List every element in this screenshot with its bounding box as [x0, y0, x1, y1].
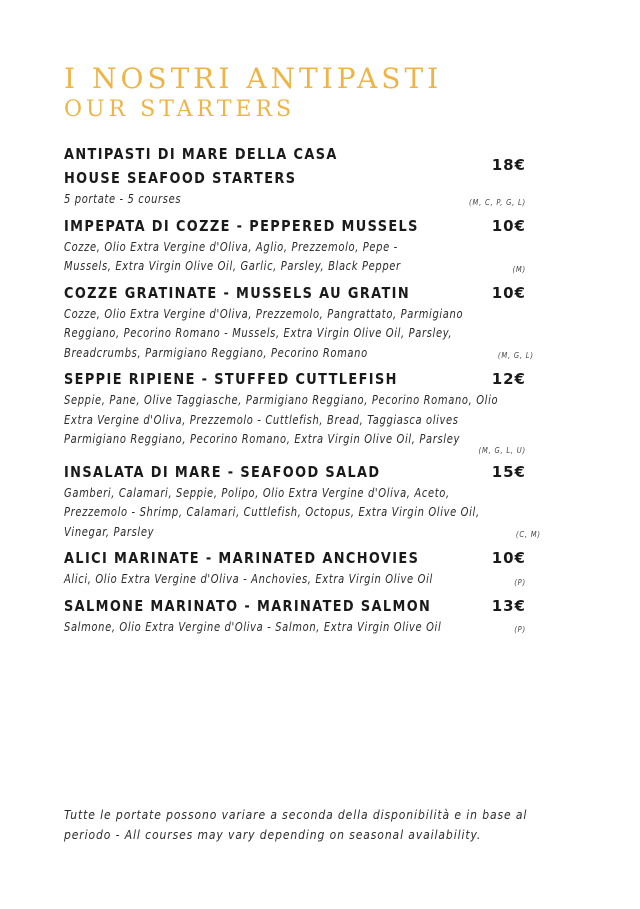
- menu-item-name: [64, 594, 431, 618]
- menu-item-name-line: IMPEPATA DI COZZE - PEPPERED MUSSELS: [64, 216, 419, 235]
- menu-items-list: [64, 142, 541, 637]
- menu-title-english: OUR STARTERS: [64, 97, 296, 122]
- menu-item-price: 12€: [491, 370, 526, 388]
- menu-item-description-row: [64, 190, 526, 210]
- menu-item-description-line: Reggiano, Pecorino Romano - Mussels, Extra Virgin Olive Oil, Parsley,: [64, 326, 453, 340]
- menu-item-allergens: (M, G, L, U): [478, 445, 526, 455]
- menu-item-header: [64, 142, 526, 190]
- menu-item-description-row: [64, 618, 526, 638]
- menu-item-description-line: Prezzemolo - Shrimp, Calamari, Cuttlefish, Octopus, Extra Virgin Olive Oil,: [64, 505, 480, 519]
- menu-item: [64, 142, 526, 210]
- menu-item-description-line: Extra Vergine d'Oliva, Prezzemolo - Cuttlefish, Bread, Taggiasca olives: [64, 412, 459, 427]
- menu-item-description-line: Cozze, Olio Extra Vergine d'Oliva, Aglio, Prezzemolo, Pepe -: [64, 239, 398, 254]
- menu-item-price: 13€: [491, 596, 526, 615]
- menu-item-header: [64, 594, 526, 618]
- menu-item-name: [64, 214, 419, 238]
- menu-item-name: [64, 546, 419, 570]
- menu-item-name-line: SALMONE MARINATO - MARINATED SALMON: [64, 596, 432, 615]
- menu-item-description-row: [64, 484, 541, 543]
- menu-item-header: [64, 460, 526, 484]
- menu-footer-note: [64, 806, 534, 845]
- menu-item-allergens: (M, G, L): [497, 351, 534, 360]
- menu-item-allergens: (M, C, P, G, L): [469, 197, 526, 207]
- menu-item-description-line: Vinegar, Parsley: [64, 524, 155, 539]
- menu-item-header: [64, 214, 526, 238]
- menu-item-price: 15€: [491, 462, 526, 481]
- menu-item-description-row: [64, 570, 526, 590]
- menu-item-price: 10€: [491, 283, 526, 302]
- menu-item: [64, 594, 526, 638]
- menu-item-allergens: (P): [514, 625, 526, 634]
- menu-item-name: [64, 367, 398, 391]
- menu-title-italian: I NOSTRI ANTIPASTI: [64, 62, 443, 95]
- menu-item-description-line: Mussels, Extra Virgin Olive Oil, Garlic, Parsley, Black Pepper: [64, 259, 401, 273]
- footer-line: periodo - All courses may vary depending on seasonal availability.: [64, 827, 482, 842]
- menu-item-allergens: (P): [514, 577, 526, 587]
- menu-item: [64, 460, 541, 543]
- menu-item-description-line: Breadcrumbs, Parmigiano Reggiano, Pecorino Romano: [64, 345, 368, 360]
- menu-item-price: 18€: [491, 156, 526, 174]
- menu-item-allergens: (C, M): [515, 530, 541, 539]
- menu-item-allergens: (M): [512, 264, 526, 274]
- menu-item-header: [64, 281, 526, 305]
- menu-item-description-row: [64, 238, 526, 277]
- menu-item-description-row: [64, 391, 526, 450]
- menu-item-name: [64, 281, 410, 305]
- menu-item-description-row: [64, 305, 534, 364]
- menu-item-name-line: ANTIPASTI DI MARE DELLA CASA: [64, 145, 338, 163]
- menu-item: [64, 281, 534, 364]
- menu-item-name-line: ALICI MARINATE - MARINATED ANCHOVIES: [64, 549, 420, 567]
- menu-item-name-line: HOUSE SEAFOOD STARTERS: [64, 169, 297, 187]
- menu-item-description: [64, 391, 498, 450]
- menu-item-description-line: Seppie, Pane, Olive Taggiasche, Parmigiano Reggiano, Pecorino Romano, Olio: [64, 393, 499, 407]
- menu-item-name-line: SEPPIE RIPIENE - STUFFED CUTTLEFISH: [64, 370, 398, 388]
- menu-item-description-line: Parmigiano Reggiano, Pecorino Romano, Extra Virgin Olive Oil, Parsley: [64, 432, 461, 446]
- menu-item-name-line: INSALATA DI MARE - SEAFOOD SALAD: [64, 462, 381, 481]
- menu-page: [64, 62, 541, 641]
- menu-item-header: [64, 367, 526, 391]
- menu-item-description: [64, 238, 477, 277]
- menu-item: [64, 546, 526, 590]
- menu-item-description: [64, 305, 463, 364]
- menu-item-description-line: Gamberi, Calamari, Seppie, Polipo, Olio Extra Vergine d'Oliva, Aceto,: [64, 485, 450, 500]
- footer-line: Tutte le portate possono variare a seconda della disponibilità e in base al: [64, 808, 528, 822]
- menu-item: [64, 367, 526, 456]
- menu-item-description-line: Alici, Olio Extra Vergine d'Oliva - Anchovies, Extra Virgin Olive Oil: [64, 572, 433, 586]
- menu-item-description-line: Salmone, Olio Extra Vergine d'Oliva - Salmon, Extra Virgin Olive Oil: [64, 619, 442, 634]
- menu-item-description: [64, 190, 437, 210]
- menu-item: [64, 214, 526, 277]
- menu-item-description-line: 5 portate - 5 courses: [64, 192, 182, 206]
- menu-item-description: [64, 484, 480, 543]
- menu-item-description: [64, 618, 478, 638]
- menu-item-description: [64, 570, 478, 590]
- menu-item-price: 10€: [491, 216, 526, 235]
- menu-item-name-line: COZZE GRATINATE - MUSSELS AU GRATIN: [64, 283, 411, 302]
- menu-item-name: [64, 142, 338, 190]
- menu-item-name: [64, 460, 381, 484]
- menu-item-description-line: Cozze, Olio Extra Vergine d'Oliva, Prezzemolo, Pangrattato, Parmigiano: [64, 306, 464, 321]
- menu-item-price: 10€: [491, 549, 526, 567]
- menu-item-header: [64, 546, 526, 570]
